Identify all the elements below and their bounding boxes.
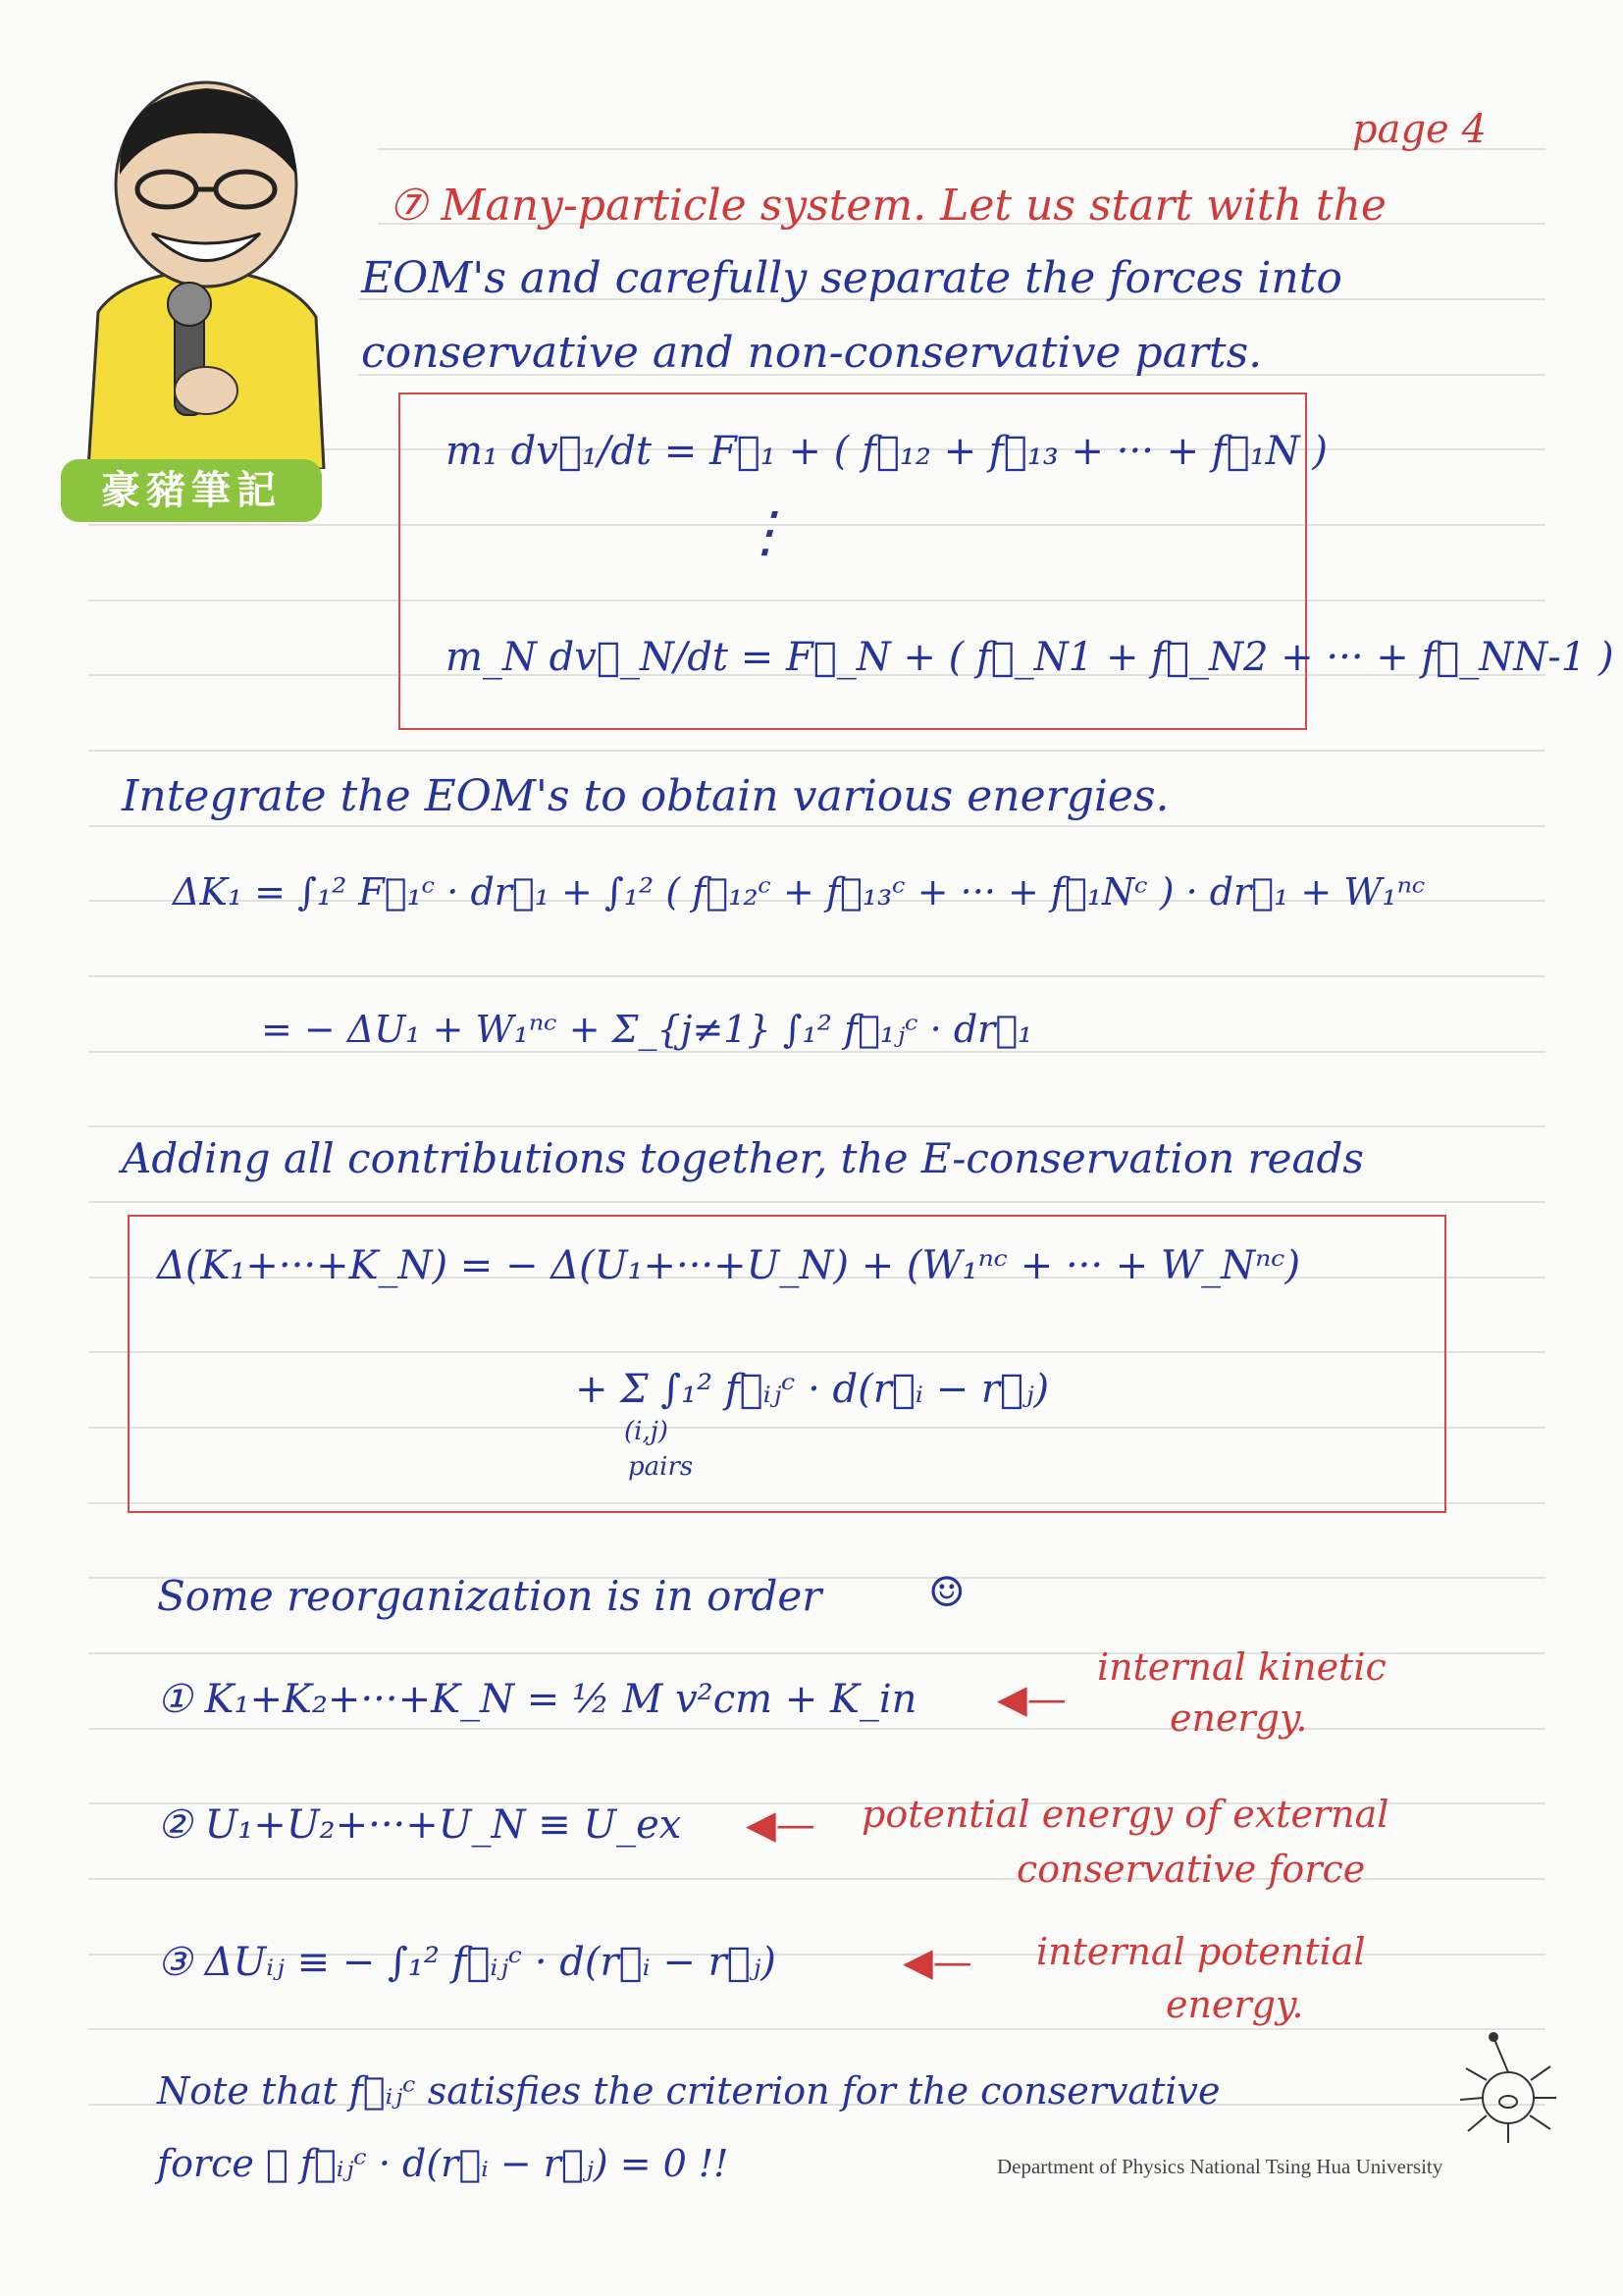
integrate-text: Integrate the EOM's to obtain various energies.: [122, 771, 1170, 821]
footer-institution: Department of Physics National Tsing Hua University: [997, 2155, 1443, 2178]
sum-subscript-pairs: pairs: [628, 1452, 694, 1482]
smiley-icon: ☺: [928, 1568, 966, 1616]
item-3-equation: ③ ΔUᵢⱼ ≡ − ∫₁² f⃗ᵢⱼᶜ · d(r⃗ᵢ − r⃗ⱼ): [157, 1940, 776, 1985]
item-1-note-line-2: energy.: [1170, 1696, 1308, 1740]
note-line-1: Note that f⃗ᵢⱼᶜ satisfies the criterion for the conservative: [157, 2069, 1221, 2113]
notes-badge: 豪豬筆記: [61, 459, 322, 522]
arrow-icon: ◀—: [997, 1677, 1067, 1722]
adding-text: Adding all contributions together, the E-conservation reads: [122, 1134, 1364, 1182]
item-2-equation: ② U₁+U₂+···+U_N ≡ U_ex: [157, 1802, 682, 1848]
item-1-equation: ① K₁+K₂+···+K_N = ½ M v²cm + K_in: [157, 1677, 917, 1722]
eom-first: m₁ dv⃗₁/dt = F⃗₁ + ( f⃗₁₂ + f⃗₁₃ + ··· + f⃗₁N ): [445, 429, 1328, 474]
reorg-text: Some reorganization is in order: [157, 1572, 822, 1620]
eom-last: m_N dv⃗_N/dt = F⃗_N + ( f⃗_N1 + f⃗_N2 + ··· + f⃗_NN-1 ): [445, 635, 1614, 680]
item-2-note-line-2: conservative force: [1017, 1848, 1366, 1891]
conservation-line-2: + Σ ∫₁² f⃗ᵢⱼᶜ · d(r⃗ᵢ − r⃗ⱼ): [575, 1367, 1050, 1412]
section-heading: ⑦ Many-particle system. Let us start with the: [389, 181, 1387, 231]
intro-line-2: EOM's and carefully separate the forces into: [361, 253, 1342, 303]
mascot-illustration: [59, 77, 353, 469]
conservation-line-1: Δ(K₁+···+K_N) = − Δ(U₁+···+U_N) + (W₁ⁿᶜ + ··· + W_Nⁿᶜ): [157, 1243, 1301, 1288]
note-line-2: force ∮ f⃗ᵢⱼᶜ · d(r⃗ᵢ − r⃗ⱼ) = 0 !!: [157, 2142, 729, 2185]
item-1-note-line-1: internal kinetic: [1097, 1645, 1387, 1689]
arrow-icon: ◀—: [903, 1940, 972, 1985]
item-3-note-line-1: internal potential: [1036, 1930, 1366, 1973]
intro-line-3: conservative and non-conservative parts.: [361, 328, 1263, 378]
sum-subscript-pairs-index: (i,j): [624, 1417, 668, 1446]
porcupine-doodle-icon: [1454, 2029, 1562, 2147]
delta-k-line-2: = − ΔU₁ + W₁ⁿᶜ + Σ_{j≠1} ∫₁² f⃗₁ⱼᶜ · dr⃗₁: [261, 1008, 1033, 1051]
delta-k-line-1: ΔK₁ = ∫₁² F⃗₁ᶜ · dr⃗₁ + ∫₁² ( f⃗₁₂ᶜ + f⃗₁₃ᶜ + ··· + f⃗₁Nᶜ ) · dr⃗₁ + W₁ⁿᶜ: [173, 870, 1426, 913]
item-3-note-line-2: energy.: [1166, 1983, 1304, 2026]
page-label: page 4: [1352, 107, 1487, 152]
arrow-icon: ◀—: [746, 1802, 815, 1848]
item-2-note-line-1: potential energy of external: [862, 1793, 1389, 1836]
eom-dots: ⋮: [738, 500, 793, 564]
